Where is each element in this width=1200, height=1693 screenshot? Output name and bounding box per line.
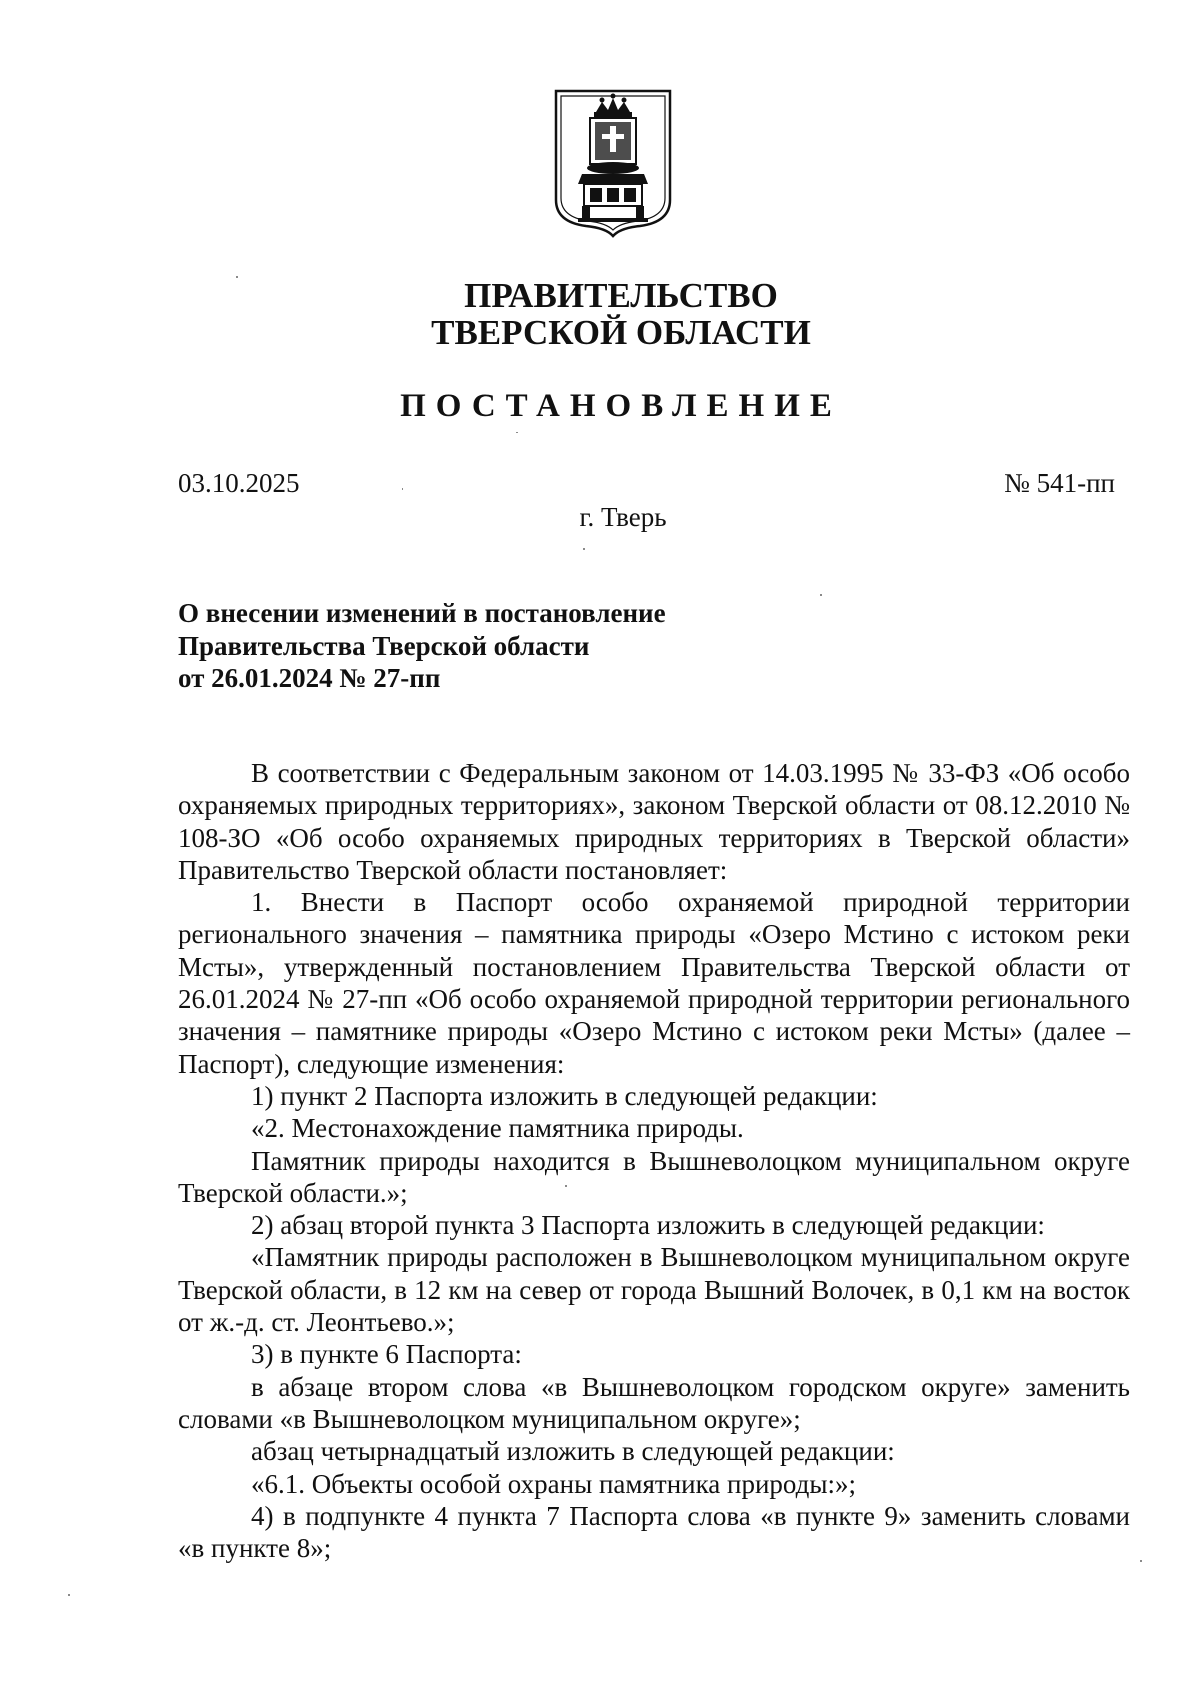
body-paragraph: 2) абзац второй пункта 3 Паспорта изложить в следующей редакции: [251, 1210, 1045, 1241]
body-paragraph: 4) в подпункте 4 пункта 7 Паспорта слова «в пункте 9» заменить словами «в пункте 8»; [178, 1500, 1130, 1564]
document-date: 03.10.2025 [178, 468, 300, 498]
body-paragraph: «2. Местонахождение памятника природы. [251, 1113, 744, 1144]
body-paragraph: 1) пункт 2 Паспорта изложить в следующей редакции: [251, 1080, 878, 1111]
organization-name-line2: ТВЕРСКОЙ ОБЛАСТИ [431, 313, 811, 352]
body-paragraph: «6.1. Объекты особой охраны памятника природы:»; [251, 1468, 857, 1499]
subject-line: от 26.01.2024 № 27-пп [178, 663, 441, 693]
document-body [178, 757, 1130, 1564]
document-number: № 541-пп [1004, 468, 1115, 498]
body-paragraph: в абзаце втором слова «в Вышневолоцком городском округе» заменить словами «в Вышневолоцком муниципальном округе»; [178, 1371, 1130, 1434]
body-paragraph: «Памятник природы расположен в Вышневолоцком муниципальном округе Тверской области, в 12 км на север от города Вышний Волочек, в 0,1 км на восток от ж.-д. ст. Леонтьево.»; [178, 1242, 1130, 1338]
subject-line: Правительства Тверской области [178, 630, 590, 661]
organization-name-line1: ПРАВИТЕЛЬСТВО [464, 276, 778, 315]
document-city: г. Тверь [579, 502, 667, 532]
body-paragraph: абзац четырнадцатый изложить в следующей редакции: [251, 1436, 895, 1467]
coat-of-arms-icon [552, 88, 674, 238]
body-paragraph: Памятник природы находится в Вышневолоцком муниципальном округе Тверской области.»; [178, 1145, 1130, 1208]
body-paragraph: В соответствии с Федеральным законом от 14.03.1995 № 33-ФЗ «Об особо охраняемых природных территориях», законом Тверской области от 08.12.2010 № 108-ЗО «Об особо охраняемых природных территориях в Тверской области» Правительство Тверской области постановляет: [178, 758, 1130, 885]
document-subject [178, 597, 878, 695]
body-paragraph: 3) в пункте 6 Паспорта: [251, 1339, 522, 1370]
subject-line: О внесении изменений в постановление [178, 598, 666, 628]
body-paragraph: 1. Внести в Паспорт особо охраняемой природной территории регионального значения – памятника природы «Озеро Мстино с истоком реки Мсты», утвержденный постановлением Правительства Тверской области от 26.01.2024 № 27-пп «Об особо охраняемой природной территории регионального значения – памятнике природы «Озеро Мстино с истоком реки Мсты» (далее – Паспорт), следующие изменения: [178, 887, 1130, 1079]
document-type: ПОСТАНОВЛЕНИЕ [400, 388, 842, 424]
